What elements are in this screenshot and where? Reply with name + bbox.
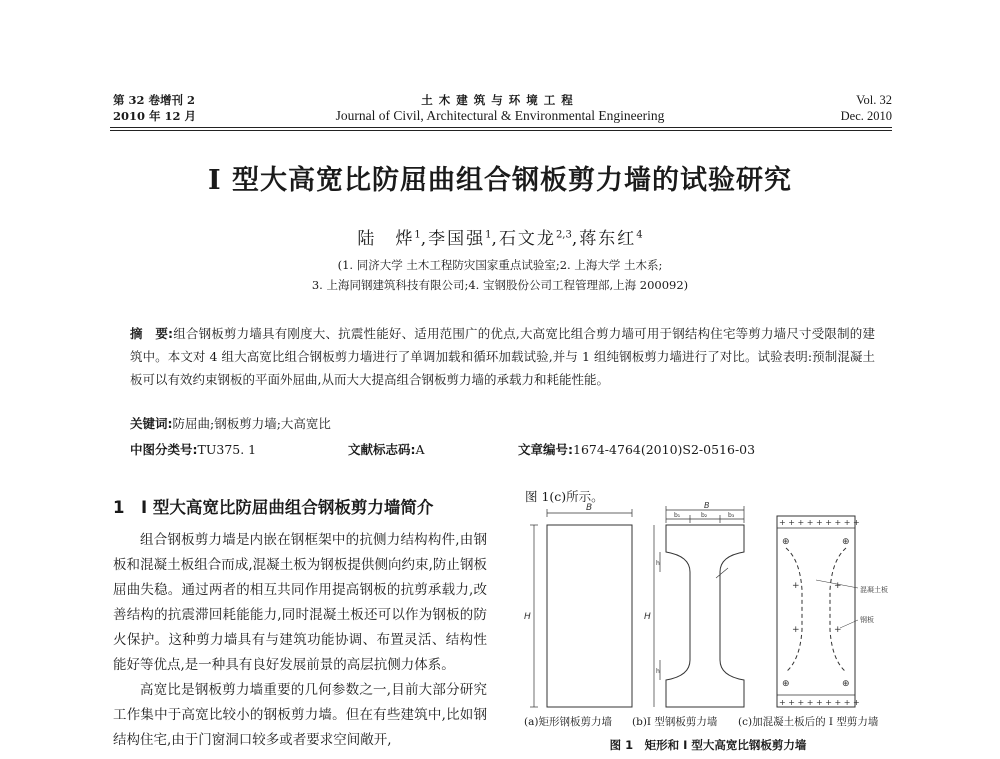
svg-text:⊕: ⊕ <box>842 679 850 689</box>
body-paragraph: 组合钢板剪力墙是内嵌在钢框架中的抗侧力结构构件,由钢板和混凝土板组合而成,混凝土板为钢板提供侧向约束,防止钢板屈曲失稳。通过两者的相互共同作用提高钢板的抗剪承载力,改善结构的抗震滞回耗能能力,同时混凝土板还可以作为钢板的防火保护。这种剪力墙具有与建筑功能协调、布置灵活、结构性能好等优点,是一种具有良好发展前景的高层抗侧力体系。 <box>113 532 487 673</box>
header-volume-en: Vol. 32 <box>856 93 892 107</box>
affiliation-line-2: 3. 上海同钢建筑科技有限公司;4. 宝钢股份公司工程管理部,上海 200092) <box>311 278 689 292</box>
author-affil-mark: 1 <box>414 229 421 241</box>
article-number <box>518 440 755 458</box>
abstract-text: 组合钢板剪力墙具有刚度大、抗震性能好、适用范围广的优点,大高宽比组合剪力墙可用于钢结构住宅等剪力墙尺寸受限制的建筑中。本文对 4 组大高宽比组合钢板剪力墙进行了单调加载和循环加载试验,并与 1 组纯钢板剪力墙进行了对比。试验表明:预制混凝土板可以有效约束钢板的平面外屈曲,从而大大提高组合钢板剪力墙的承载力和耗能性能。 <box>130 326 875 387</box>
svg-text:+: + <box>792 581 800 591</box>
figure-subcaption-a: (a)矩形钢板剪力墙 <box>524 716 612 728</box>
dim-label-H: H <box>524 612 531 622</box>
figure-panel-b <box>654 506 744 707</box>
header-volume-issue <box>113 92 196 124</box>
author-name: 石文龙 <box>498 229 556 249</box>
doc-code-label: 文献标志码: <box>348 442 416 457</box>
dim-label-b2: b₂ <box>701 512 708 519</box>
section-body <box>113 528 487 753</box>
svg-text:+ + + + + + + + +: + + + + + + + + + <box>779 698 860 707</box>
svg-text:⊕: ⊕ <box>782 679 790 689</box>
author-name: 陆 烨 <box>357 229 415 249</box>
body-paragraph: 高宽比是钢板剪力墙重要的几何参数之一,目前大部分研究工作集中于高宽比较小的钢板剪力墙。但在有些建筑中,比如钢结构住宅,由于门窗洞口较多或者要求空间敞开, <box>113 682 487 748</box>
label-concrete-panel: 混凝土板 <box>860 586 888 594</box>
concrete-panel-edge-left <box>786 548 802 672</box>
author-name: 李国强 <box>428 229 486 249</box>
document-code <box>348 440 425 458</box>
dim-label-h: h <box>656 668 660 675</box>
dim-label-B: B <box>586 503 593 513</box>
svg-text:+: + <box>792 625 800 635</box>
dim-label-b1: b₁ <box>674 512 681 519</box>
dim-label-b3: b₃ <box>728 512 735 519</box>
bolt-row-top <box>779 518 860 527</box>
dim-label-B: B <box>704 501 710 510</box>
svg-text:+: + <box>834 625 842 635</box>
author-affil-mark: 4 <box>636 229 643 241</box>
figure-1-drawings <box>520 500 900 712</box>
svg-text:⊕: ⊕ <box>782 537 790 547</box>
rect-steel-plate <box>547 525 632 707</box>
journal-name-cn: 土木建筑与环境工程 <box>421 93 579 107</box>
svg-text:+ + + + + + + + +: + + + + + + + + + <box>779 518 860 527</box>
clc-value: TU375. 1 <box>197 442 257 457</box>
author-affil-mark: 2,3 <box>555 229 572 241</box>
header-volume-cn: 第 32 卷增刊 2 <box>113 93 196 107</box>
figure-caption: 图 1 矩形和 I 型大高宽比钢板剪力墙 <box>609 738 807 752</box>
abstract <box>130 322 875 391</box>
i-shaped-steel-plate <box>666 525 744 707</box>
keywords <box>130 414 331 432</box>
article-no-label: 文章编号: <box>518 442 573 457</box>
header-journal <box>250 92 750 124</box>
clc-label: 中图分类号: <box>130 442 198 457</box>
clc-number <box>130 440 256 458</box>
header-date-en: Dec. 2010 <box>840 109 892 123</box>
header-rule-thick <box>110 127 892 128</box>
header-date-cn: 2010 年 12 月 <box>113 109 197 123</box>
paper-title: I 型大高宽比防屈曲组合钢板剪力墙的试验研究 <box>207 165 793 196</box>
concrete-panel-edge-right <box>830 548 846 672</box>
dim-label-H: H <box>644 612 651 622</box>
dim-label-h: h <box>656 560 660 567</box>
doc-code-value: A <box>415 442 425 457</box>
figure-subcaption-b: (b)I 型钢板剪力墙 <box>632 716 718 728</box>
author-affil-mark: 1 <box>485 229 492 241</box>
author-name: 蒋东红 <box>579 229 637 249</box>
author-list: 陆 烨$^1$,李国强$^1$,石文龙$^{2,3}$,蒋东红$^4$ <box>357 229 643 249</box>
section-heading: 1 I 型大高宽比防屈曲组合钢板剪力墙简介 <box>113 498 434 517</box>
svg-text:⊕: ⊕ <box>842 537 850 547</box>
affiliation-line-1: (1. 同济大学 土木工程防灾国家重点试验室;2. 上海大学 土木系; <box>337 258 663 272</box>
abstract-label: 摘 要: <box>130 326 174 341</box>
keywords-label: 关键词: <box>130 416 173 431</box>
keywords-text: 防屈曲;钢板剪力墙;大高宽比 <box>172 416 331 431</box>
svg-text:+: + <box>834 581 842 591</box>
bolt-row-bottom <box>779 698 860 707</box>
bolt-markers-middle <box>782 537 850 689</box>
figure-panel-a <box>530 509 632 707</box>
header-volume-en-block <box>800 92 892 124</box>
article-no-value: 1674-4764(2010)S2-0516-03 <box>573 442 756 457</box>
figure-subcaption-c: (c)加混凝土板后的 I 型剪力墙 <box>738 716 879 728</box>
journal-name-en: Journal of Civil, Architectural & Environmental Engineering <box>335 108 665 123</box>
figure-reference: 图 1(c)所示。 <box>525 489 604 504</box>
header-rule-thin <box>110 130 892 131</box>
label-steel-plate: 钢板 <box>860 616 874 624</box>
